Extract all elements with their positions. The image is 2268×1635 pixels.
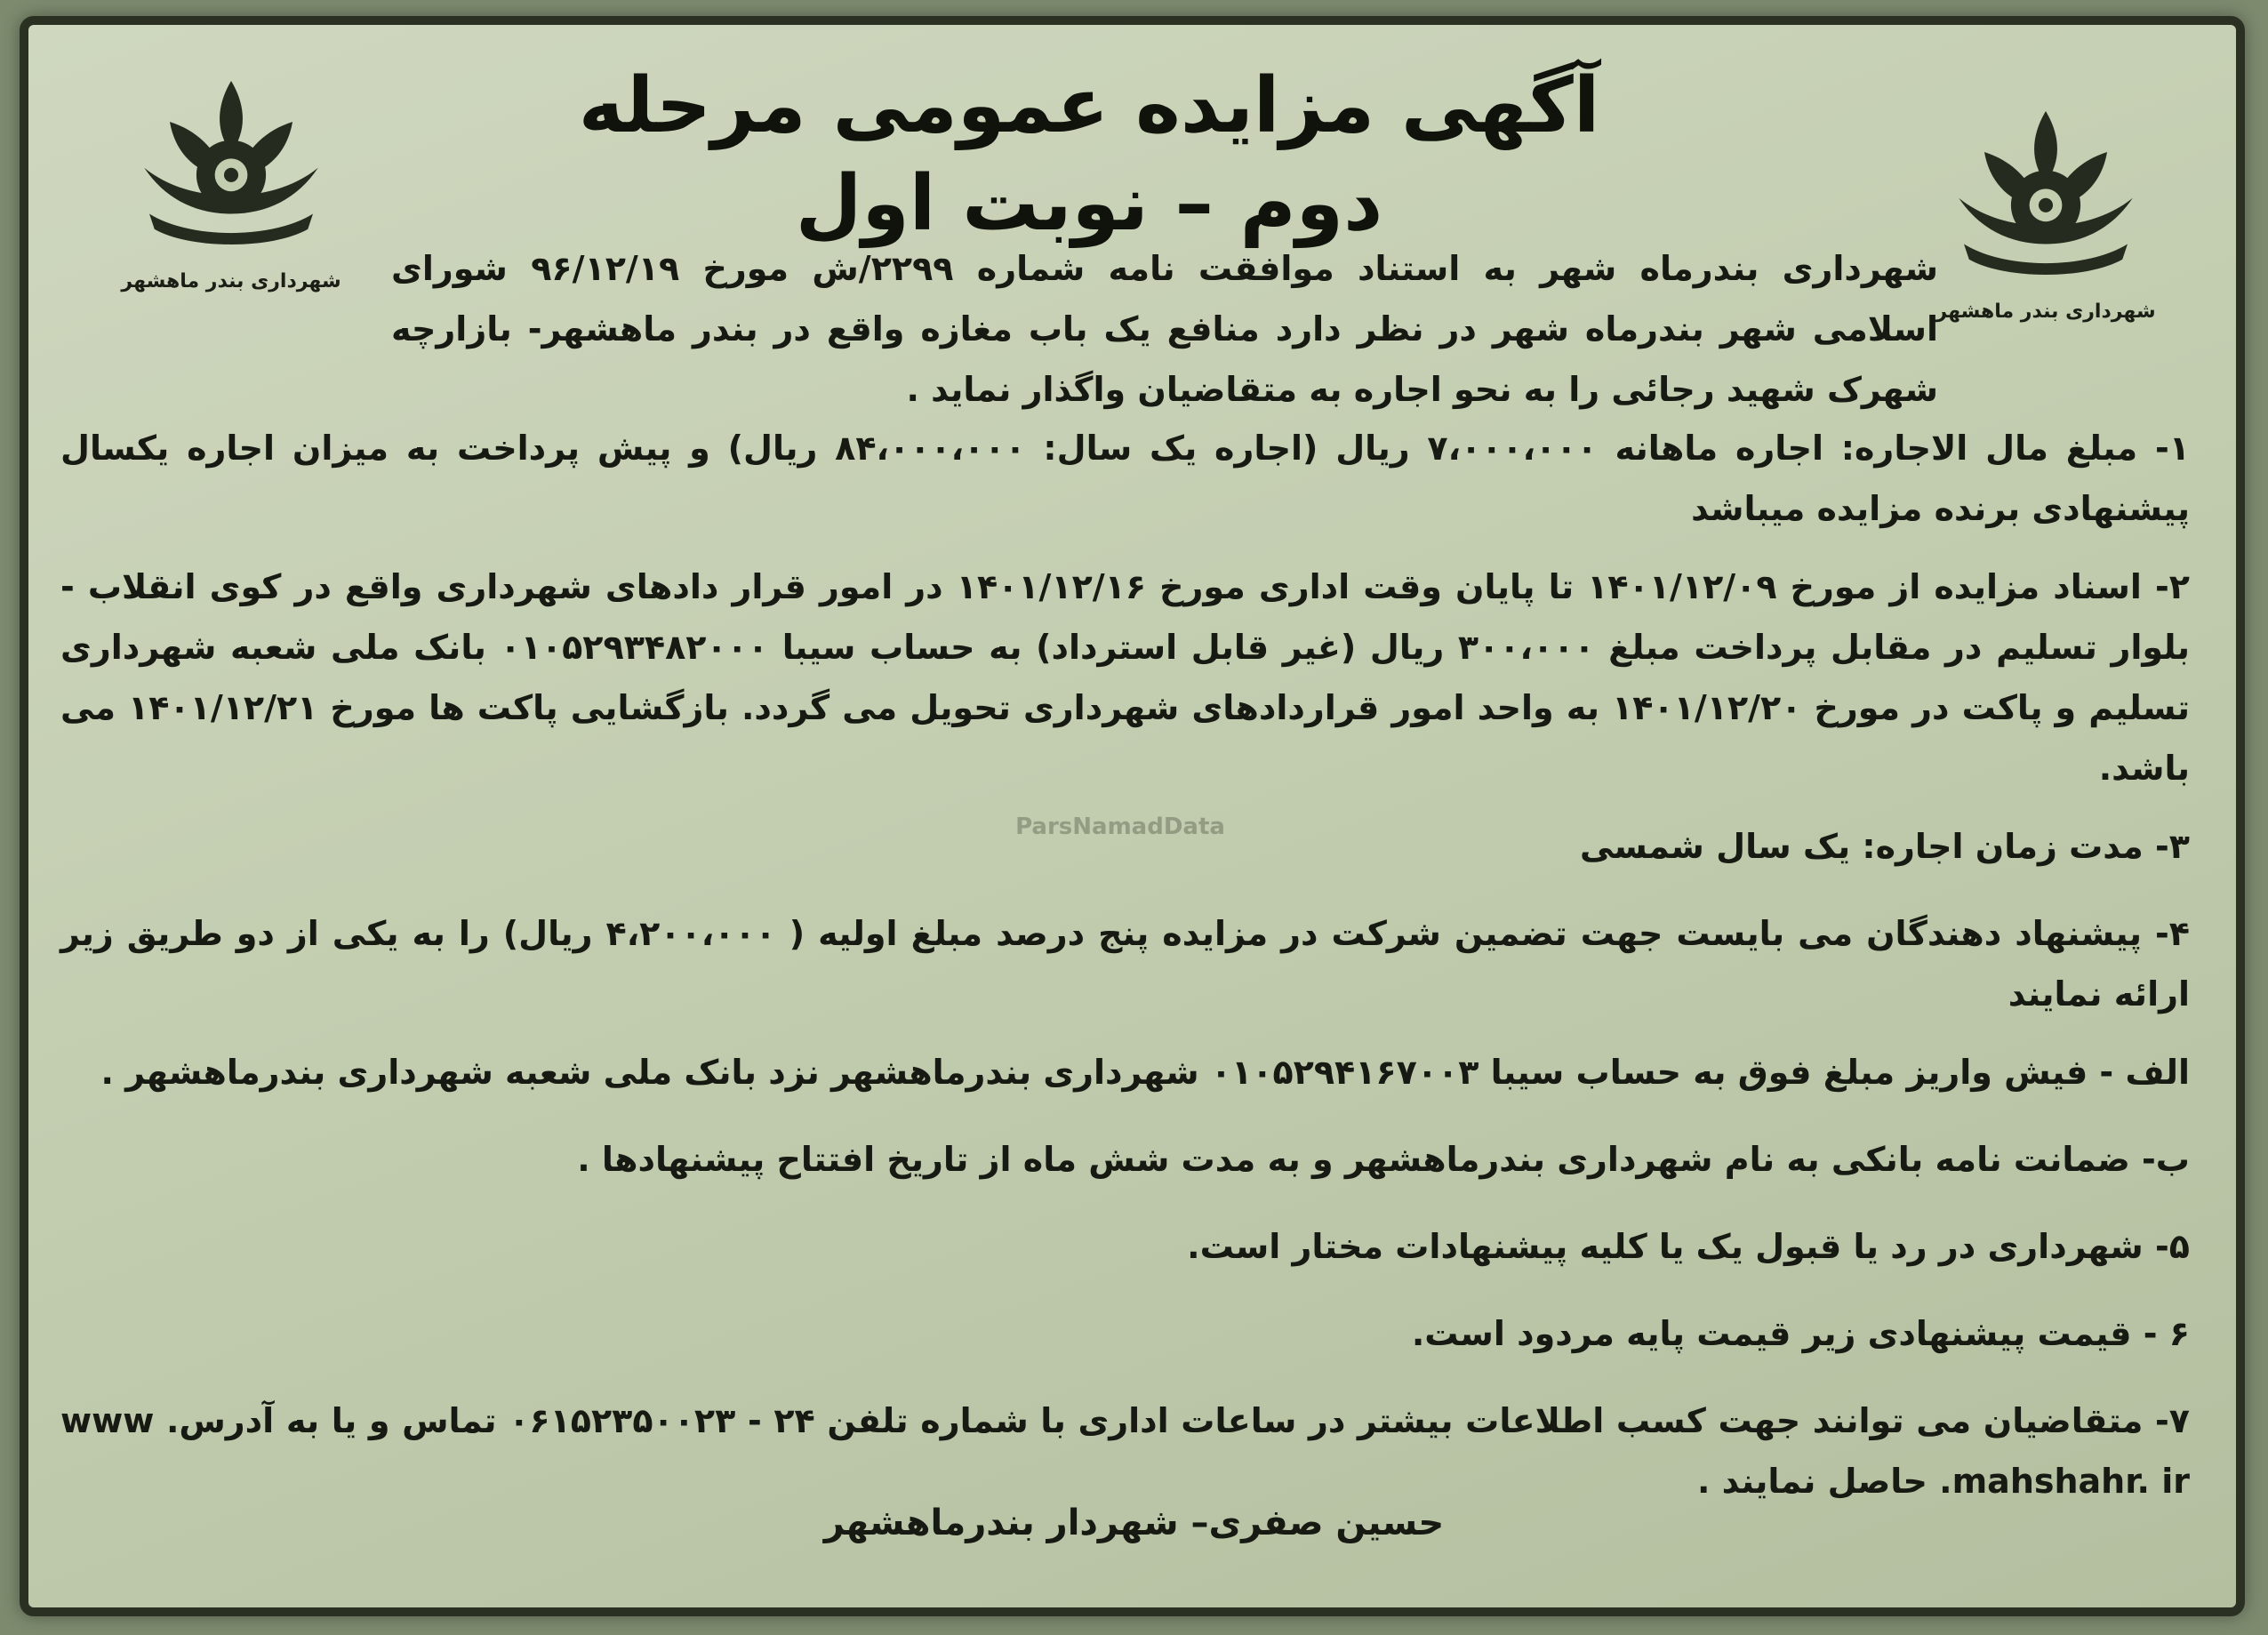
clause-5: ۵- شهرداری در رد یا قبول یک یا کلیه پیشنهادات مختار است. (1187, 1227, 2190, 1266)
municipality-emblem-icon (129, 60, 333, 265)
clause-3: ۳- مدت زمان اجاره: یک سال شمسی (1579, 827, 2190, 866)
clause-4: ۴- پیشنهاد دهندگان می بایست جهت تضمین شرکت در مزایده پنج درصد مبلغ اولیه ( ۴،۲۰۰،۰۰۰ ریال) را به یکی از دو طریق زیر ارائه نمایند (60, 914, 2190, 1014)
watermark: ParsNamadData (1015, 813, 1225, 840)
logo-right (1930, 91, 2161, 357)
clause-1: ۱- مبلغ مال الاجاره: اجاره ماهانه ۷،۰۰۰،۰۰۰ ریال (اجاره یک سال: ۸۴،۰۰۰،۰۰۰ ریال) و پیش پرداخت به میزان اجاره یکسال پیشنهادی برنده مزایده میباشد (60, 429, 2190, 528)
clause-7: ۷- متقاضیان می توانند جهت کسب اطلاعات بیشتر در ساعات اداری با شماره تلفن ۲۴ - ۰۶۱۵۲۳۵۰۰۲۳ تماس و یا به آدرس. www .mahshahr. ir حاصل نمایند . (60, 1401, 2190, 1501)
clause-4-option-b: ب- ضمانت نامه بانکی به نام شهرداری بندرماهشهر و به مدت شش ماه از تاریخ افتتاح پیشنهادها . (577, 1140, 2190, 1179)
clauses-list (60, 418, 2190, 1529)
clause-4-option-a: الف - فیش واریز مبلغ فوق به حساب سیبا ۰۱۰۵۲۹۴۱۶۷۰۰۳ شهرداری بندرماهشهر نزد بانک ملی شعبه شهرداری بندرماهشهر . (100, 1053, 2190, 1092)
municipality-emblem-icon (1943, 91, 2148, 295)
notice-intro: شهرداری بندرماه شهر به استناد موافقت نامه شماره ۲۲۹۹/ش مورخ ۹۶/۱۲/۱۹ شورای اسلامی شهر بندرماه شهر در نظر دارد منافع یک باب مغازه واقع در بندر ماهشهر- بازارچه شهرک شهید رجائی را به نحو اجاره به متقاضیان واگذار نماید . (391, 249, 1938, 409)
notice-title: آگهی مزایده عمومی مرحله دوم – نوبت اول (578, 61, 1600, 248)
signature: حسین صفری– شهردار بندرماهشهر (823, 1503, 1445, 1543)
clause-2: ۲- اسناد مزایده از مورخ ۱۴۰۱/۱۲/۰۹ تا پایان وقت اداری مورخ ۱۴۰۱/۱۲/۱۶ در امور قرار دادهای شهرداری واقع در کوی انقلاب - بلوار تسلیم در مقابل پرداخت مبلغ ۳۰۰،۰۰۰ ریال (غیر قابل استرداد) به حساب سیبا ۰۱۰۵۲۹۳۴۸۲۰۰۰ بانک ملی شعبه شهرداری تسلیم و پاکت در مورخ ۱۴۰۱/۱۲/۲۰ به واحد امور قراردادهای شهرداری تحویل می گردد. بازگشایی پاکت ها مورخ ۱۴۰۱/۱۲/۲۱ می باشد. (60, 567, 2190, 788)
clause-6: ۶ - قیمت پیشنهادی زیر قیمت پایه مردود است. (1411, 1314, 2190, 1353)
logo-right-caption: شهرداری بندر ماهشهر (1935, 301, 2156, 323)
logo-left (116, 60, 347, 327)
logo-left-caption: شهرداری بندر ماهشهر (121, 270, 341, 293)
